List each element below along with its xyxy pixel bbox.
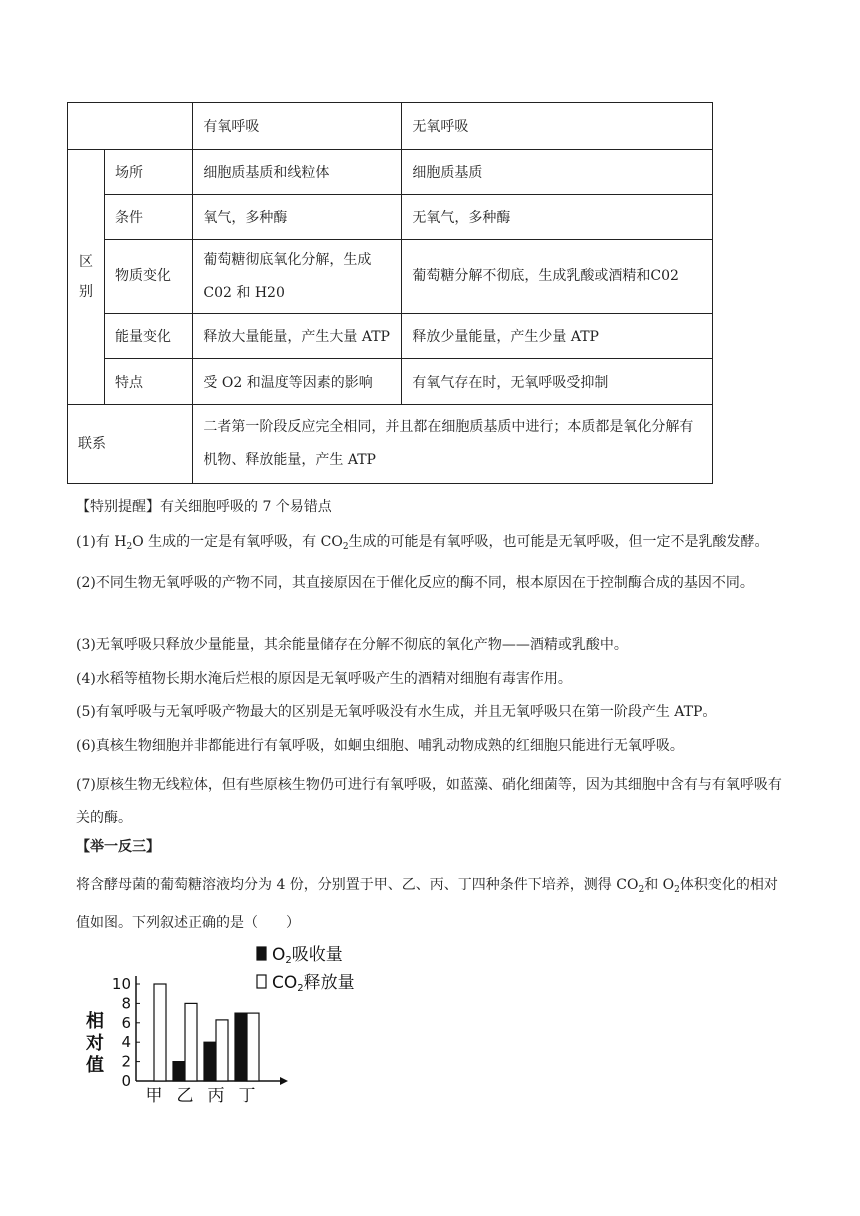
row-label: 场所 xyxy=(105,150,193,195)
y-tick-label: 6 xyxy=(121,1013,131,1032)
question-text: 和 O xyxy=(644,877,675,893)
group-label-char: 别 xyxy=(79,284,93,300)
anaerobic-cell: 释放少量能量，产生少量 ATP xyxy=(402,314,713,359)
legend-swatch-o2 xyxy=(257,947,266,960)
table-row xyxy=(68,240,713,314)
reminder-item-text: O 生成的一定是有氧呼吸，有 CO xyxy=(132,534,343,550)
group-label-difference xyxy=(68,150,105,405)
bar-o2-uptake xyxy=(204,1042,216,1081)
reminder-title: 【特别提醒】 xyxy=(76,499,160,515)
reminder-item-1 xyxy=(76,532,796,557)
x-tick-label: 乙 xyxy=(176,1086,194,1105)
y-axis-label-char: 值 xyxy=(86,1055,104,1076)
aerobic-cell: 释放大量能量，产生大量 ATP xyxy=(193,314,402,359)
bar-co2-release xyxy=(247,1013,259,1081)
y-axis-label-char: 相 xyxy=(86,1011,104,1032)
x-axis-arrow xyxy=(280,1077,288,1085)
reminder-item-text: (1)有 H xyxy=(76,534,127,550)
table-row xyxy=(68,314,713,359)
question-text: 将含酵母菌的葡萄糖溶液均分为 4 份，分别置于甲、乙、丙、丁四种条件下培养，测得 CO xyxy=(76,877,639,893)
anaerobic-cell: 细胞质基质 xyxy=(402,150,713,195)
header-aerobic: 有氧呼吸 xyxy=(193,103,402,150)
table-header-row xyxy=(68,103,713,150)
link-text: 二者第一阶段反应完全相同，并且都在细胞质基质中进行；本质都是氧化分解有机物、释放能量，产生 ATP xyxy=(193,405,713,484)
x-tick-label: 丙 xyxy=(207,1086,225,1105)
anaerobic-cell: 有氧气存在时，无氧呼吸受抑制 xyxy=(402,359,713,405)
reminder-item-3: (3)无氧呼吸只释放少量能量，其余能量储存在分解不彻底的氧化产物——酒精或乳酸中。 xyxy=(76,637,628,653)
subscript: 2 xyxy=(342,542,349,552)
x-tick-label: 丁 xyxy=(238,1086,256,1105)
exercise-title: 【举一反三】 xyxy=(76,839,160,855)
reminder-item-6: (6)真核生物细胞并非都能进行有氧呼吸，如蛔虫细胞、哺乳动物成熟的红细胞只能进行无氧呼吸。 xyxy=(76,738,684,754)
y-tick-label: 10 xyxy=(111,975,131,993)
reminder-item-text: 生成的可能是有氧呼吸，也可能是无氧呼吸，但一定不是乳酸发酵。 xyxy=(348,534,769,550)
subscript: 2 xyxy=(126,542,133,552)
bar-o2-uptake xyxy=(235,1013,247,1081)
exercise-question xyxy=(76,869,788,940)
bar-co2-release xyxy=(154,984,166,1081)
reminder-item-2: (2)不同生物无氧呼吸的产物不同，其直接原因在于催化反应的酶不同，根本原因在于控制酶合成的基因不同。 xyxy=(76,575,754,591)
row-label: 特点 xyxy=(105,359,193,405)
bar-co2-release xyxy=(216,1020,228,1081)
legend-swatch-co2 xyxy=(257,975,266,988)
aerobic-cell: 氧气，多种酶 xyxy=(193,195,402,240)
anaerobic-cell: 葡萄糖分解不彻底，生成乳酸或酒精和C02 xyxy=(402,240,713,314)
aerobic-cell: 受 O2 和温度等因素的影响 xyxy=(193,359,402,405)
reminder-item-5: (5)有氧呼吸与无氧呼吸产物最大的区别是无氧呼吸没有水生成，并且无氧呼吸只在第一阶段产生 ATP。 xyxy=(76,704,717,720)
reminder-item-4: (4)水稻等植物长期水淹后烂根的原因是无氧呼吸产生的酒精对细胞有毒害作用。 xyxy=(76,671,572,687)
reminder-item-7: (7)原核生物无线粒体，但有些原核生物仍可进行有氧呼吸，如蓝藻、硝化细菌等，因为其细胞中含有与有氧呼吸有关的酶。 xyxy=(76,777,782,826)
y-tick-label: 0 xyxy=(121,1072,131,1090)
y-tick-label: 4 xyxy=(121,1033,131,1052)
row-label: 物质变化 xyxy=(105,240,193,314)
table-row xyxy=(68,150,713,195)
group-label-char: 区 xyxy=(79,254,93,270)
row-label: 能量变化 xyxy=(105,314,193,359)
y-tick-label: 8 xyxy=(121,994,131,1013)
header-anaerobic: 无氧呼吸 xyxy=(402,103,713,150)
anaerobic-cell: 无氧气，多种酶 xyxy=(402,195,713,240)
table-row-link xyxy=(68,405,713,484)
bar-o2-uptake xyxy=(173,1062,185,1081)
legend-label-co2: CO2释放量 xyxy=(272,973,355,994)
table-row xyxy=(68,359,713,405)
aerobic-cell: 细胞质基质和线粒体 xyxy=(193,150,402,195)
y-axis-label-char: 对 xyxy=(86,1033,104,1054)
subscript: 2 xyxy=(674,885,680,895)
question-text: 体积变化的相对值如图。下列叙述正确的是（ ） xyxy=(76,877,778,931)
aerobic-cell: 葡萄糖彻底氧化分解，生成C02 和 H20 xyxy=(193,240,402,314)
table-row xyxy=(68,195,713,240)
link-label: 联系 xyxy=(68,405,193,484)
reminder-heading xyxy=(76,497,776,517)
comparison-table xyxy=(67,102,713,484)
subscript: 2 xyxy=(638,885,645,895)
legend-label-o2: O2吸收量 xyxy=(272,945,343,966)
x-tick-label: 甲 xyxy=(145,1086,163,1105)
bar-chart xyxy=(80,935,400,1105)
bar-co2-release xyxy=(185,1003,197,1081)
y-tick-label: 2 xyxy=(121,1052,131,1071)
header-blank-cell xyxy=(68,103,193,150)
reminder-title-rest: 有关细胞呼吸的 7 个易错点 xyxy=(160,499,332,515)
row-label: 条件 xyxy=(105,195,193,240)
